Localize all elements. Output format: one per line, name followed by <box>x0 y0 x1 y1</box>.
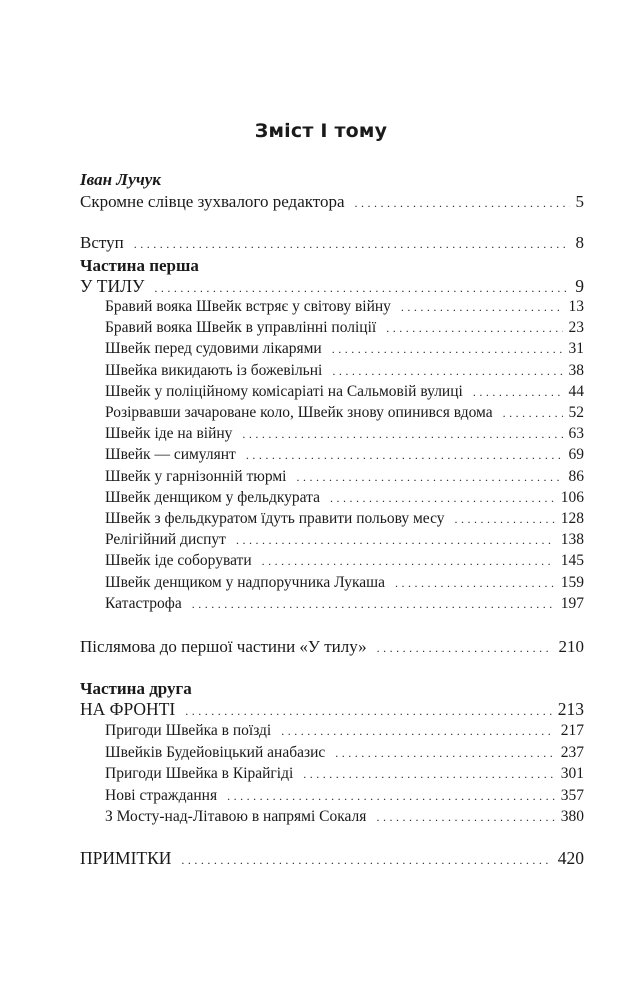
toc-page-number: 197 <box>560 594 584 612</box>
toc-chapter-entry[interactable] <box>105 764 584 784</box>
toc-entry-intro[interactable] <box>80 192 584 213</box>
dot-leader <box>192 594 555 614</box>
dot-leader <box>330 488 555 508</box>
dot-leader <box>332 339 563 359</box>
part1-heading: Частина перша <box>80 256 199 275</box>
toc-chapter-entry[interactable] <box>105 509 584 529</box>
toc-entry-label: Швейка викидають із божевільні <box>105 361 323 379</box>
toc-entry-label: З Мосту-над-Літавою в напрямі Сокаля <box>105 808 367 825</box>
dot-leader <box>185 701 552 721</box>
toc-page-number: 357 <box>560 786 584 804</box>
toc-page-number: 145 <box>560 552 584 570</box>
author-heading: Іван Лучук <box>80 170 161 189</box>
toc-chapter-entry[interactable] <box>105 807 584 827</box>
toc-entry-label: Швейк іде на війну <box>105 425 233 443</box>
toc-entry-vstup[interactable] <box>80 233 584 254</box>
dot-leader <box>236 530 555 550</box>
toc-entry-label: Релігійний диспут <box>105 531 226 549</box>
toc-chapter-entry[interactable] <box>105 743 584 763</box>
toc-entry-part1-title[interactable] <box>80 276 584 298</box>
dot-leader <box>246 445 563 465</box>
toc-entry-label: Швейк у гарнізонній тюрмі <box>105 467 287 485</box>
dot-leader <box>376 807 554 827</box>
toc-page-number: 237 <box>560 743 584 761</box>
toc-chapter-entry[interactable] <box>105 551 584 571</box>
dot-leader <box>262 551 555 571</box>
toc-page-number: 86 <box>568 467 584 485</box>
toc-entry-label: Післямова до першої частини «У тилу» <box>80 637 367 656</box>
toc-entry-label: Катастрофа <box>105 594 182 612</box>
toc-entry-label: Швейк у поліційному комісаріаті на Сальмовій вулиці <box>105 382 463 400</box>
toc-page-number: 5 <box>575 192 584 211</box>
toc-chapter-entry[interactable] <box>105 721 584 741</box>
toc-page-number: 69 <box>568 446 584 464</box>
toc-chapter-entry[interactable] <box>105 403 584 423</box>
toc-page-number: 106 <box>560 488 584 506</box>
toc-page-number: 44 <box>568 382 584 400</box>
toc-page-number: 380 <box>560 808 584 825</box>
toc-entry-label: Скромне слівце зухвалого редактора <box>80 192 345 211</box>
toc-page-number: 31 <box>568 340 584 358</box>
dot-leader <box>401 297 563 317</box>
dot-leader <box>377 638 553 658</box>
dot-leader <box>303 764 554 784</box>
toc-chapter-entry[interactable] <box>105 530 584 550</box>
toc-entry-label: Швейк з фельдкуратом їдуть правити польову месу <box>105 510 445 527</box>
toc-chapter-entry[interactable] <box>105 445 584 465</box>
toc-chapter-entry[interactable] <box>105 424 584 444</box>
toc-entry-label: Вступ <box>80 233 124 252</box>
toc-page-number: 213 <box>557 699 584 719</box>
dot-leader <box>134 234 570 254</box>
toc-chapter-entry[interactable] <box>105 361 584 381</box>
dot-leader <box>355 193 570 213</box>
page-title: Зміст І тому <box>254 120 388 142</box>
toc-entry-label: ПРИМІТКИ <box>80 848 172 868</box>
toc-page-number: 23 <box>568 319 584 337</box>
toc-entry-label: Розірвавши зачароване коло, Швейк знову опинився вдома <box>105 404 493 421</box>
toc-page-number: 38 <box>568 361 584 379</box>
toc-entry-part2-title[interactable] <box>80 699 584 721</box>
dot-leader <box>455 509 555 529</box>
dot-leader <box>332 361 562 381</box>
toc-page-number: 13 <box>568 298 584 315</box>
toc-page-number: 52 <box>568 404 584 421</box>
toc-entry-label: Бравий вояка Швейк встряє у світову війну <box>105 298 391 315</box>
toc-chapter-entry[interactable] <box>105 488 584 508</box>
toc-chapter-entry[interactable] <box>105 297 584 317</box>
toc-entry-label: Швейк перед судовими лікарями <box>105 340 322 358</box>
toc-entry-label: Пригоди Швейка в Кірайгіді <box>105 765 294 782</box>
dot-leader <box>395 573 555 593</box>
toc-page-number: 128 <box>560 510 584 527</box>
toc-page-number: 159 <box>560 573 584 591</box>
toc-entry-label: НА ФРОНТІ <box>80 699 176 719</box>
toc-entry-label: Швейк іде соборувати <box>105 552 252 570</box>
dot-leader <box>503 403 563 423</box>
part2-heading: Частина друга <box>80 679 192 698</box>
toc-chapter-entry[interactable] <box>105 318 584 338</box>
toc-entry-label: Швейк денщиком у фельдкурата <box>105 488 320 506</box>
toc-chapter-entry[interactable] <box>105 467 584 487</box>
toc-entry-label: Пригоди Швейка в поїзді <box>105 722 272 739</box>
toc-chapter-entry[interactable] <box>105 573 584 593</box>
toc-entry-afterword[interactable] <box>80 637 584 658</box>
toc-entry-label: Швейків Будейовіцький анабазис <box>105 743 326 761</box>
toc-chapter-entry[interactable] <box>105 339 584 359</box>
toc-chapter-entry[interactable] <box>105 594 584 614</box>
toc-chapter-entry[interactable] <box>105 382 584 402</box>
dot-leader <box>335 743 554 763</box>
toc-entry-label: Нові страждання <box>105 786 218 804</box>
toc-entry-label: У ТИЛУ <box>80 276 145 296</box>
toc-page-number: 9 <box>575 276 584 296</box>
dot-leader <box>154 278 569 298</box>
dot-leader <box>242 424 562 444</box>
toc-page-number: 138 <box>560 531 584 549</box>
toc-page-number: 301 <box>560 765 584 782</box>
toc-page-number: 420 <box>557 848 584 868</box>
toc-chapter-entry[interactable] <box>105 786 584 806</box>
dot-leader <box>281 721 555 741</box>
toc-page-number: 63 <box>568 425 584 443</box>
toc-entry-label: Швейк денщиком у надпоручника Лукаша <box>105 573 385 591</box>
dot-leader <box>473 382 563 402</box>
toc-page-number: 8 <box>575 233 584 252</box>
toc-entry-label: Швейк — симулянт <box>105 446 236 464</box>
dot-leader <box>227 786 555 806</box>
toc-page-number: 210 <box>558 637 584 656</box>
toc-entry-notes[interactable] <box>80 848 584 870</box>
dot-leader <box>386 318 562 338</box>
dot-leader <box>181 850 551 870</box>
toc-page-number: 217 <box>560 722 584 739</box>
dot-leader <box>297 467 563 487</box>
toc-entry-label: Бравий вояка Швейк в управлінні поліції <box>105 319 377 337</box>
